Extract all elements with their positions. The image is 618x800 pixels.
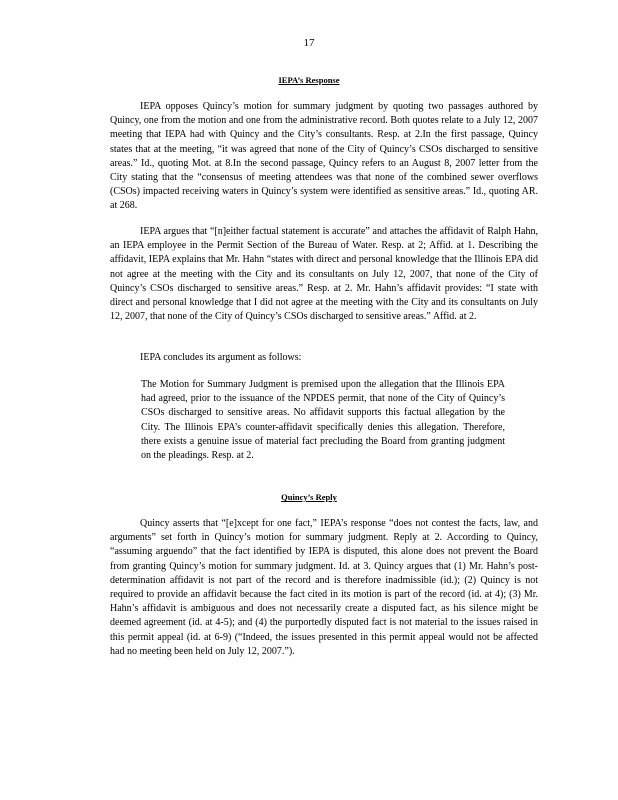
page-number: 17 xyxy=(303,37,315,49)
section-heading-quincy-reply: Quincy’s Reply xyxy=(281,492,337,502)
iepa-response-paragraph-2: IEPA argues that “[n]either factual statement is accurate” and attaches the affidavit of Ralph Hahn, an IEPA employee in the Permit Section of the Bureau of Water. Resp. at 2; Affid. at 1. Describing the affidavit, IEPA explains that Mr. Hahn “states with direct and personal knowledge that the Illinois EPA did not agree at the meeting with the City and its consultants on July 12, 2007, that none of the City of Quincy’s CSOs discharged to sensitive areas.” Resp. at 2. Mr. Hahn’s affidavit provides: “I state with direct and personal knowledge that I did not agree at the meeting with the City and its consultants on July 12, 2007, that none of the City of Quincy’s CSOs discharged to sensitive areas.” Affid. at 2. xyxy=(110,226,538,323)
iepa-block-quote: The Motion for Summary Judgment is premised upon the allegation that the Illinois EPA had agreed, prior to the issuance of the NPDES permit, that none of the City of Quincy’s CSOs discharged to sensitive areas. No affidavit supports this factual allegation by the City. The Illinois EPA’s counter-affidavit specifically denies this allegation. Therefore, there exists a genuine issue of material fact precluding the Board from granting judgment on the pleadings. Resp. at 2. xyxy=(141,379,505,462)
quincy-reply-paragraph-1: Quincy asserts that “[e]xcept for one fact,” IEPA’s response “does not contest the facts, law, and arguments” set forth in Quincy’s motion for summary judgment. Reply at 2. According to Quincy, “assuming arguendo” that the fact identified by IEPA is disputed, this alone does not prevent the Board from granting Quincy’s motion for summary judgment. Id. at 3. Quincy argues that (1) Mr. Hahn’s post-determination affidavit is not part of the record and is therefore inadmissible (id.); (2) Quincy is not required to provide an affidavit because the fact cited in its motion is part of the record (id. at 4); (3) Mr. Hahn’s affidavit is ambiguous and does not necessarily create a disputed fact, as his silence might be deemed agreement (id. at 4-5); and (4) the purportedly disputed fact is not material to the issues raised in this permit appeal (id. at 6-9) (“Indeed, the issues presented in this permit appeal would not be affected had no meeting been held on July 12, 2007.”). xyxy=(110,518,538,657)
iepa-response-paragraph-1: IEPA opposes Quincy’s motion for summary judgment by quoting two passages authored by Quincy, one from the motion and one from the administrative record. Both quotes relate to a July 12, 2007 meeting that IEPA had with Quincy and the City’s consultants. Resp. at 2.In the first passage, Quincy states that at the meeting, “it was agreed that none of the City of Quincy’s CSOs discharged to sensitive areas.” Id., quoting Mot. at 8.In the second passage, Quincy refers to an August 8, 2007 letter from the City stating that the “consensus of meeting attendees was that none of the combined sewer overflows (CSOs) impacted receiving waters in Quincy’s system were identified as sensitive areas.” Id., quoting AR. at 268. xyxy=(110,101,538,212)
iepa-response-paragraph-3: IEPA concludes its argument as follows: xyxy=(140,352,302,363)
section-heading-iepa-response: IEPA’s Response xyxy=(278,75,340,85)
